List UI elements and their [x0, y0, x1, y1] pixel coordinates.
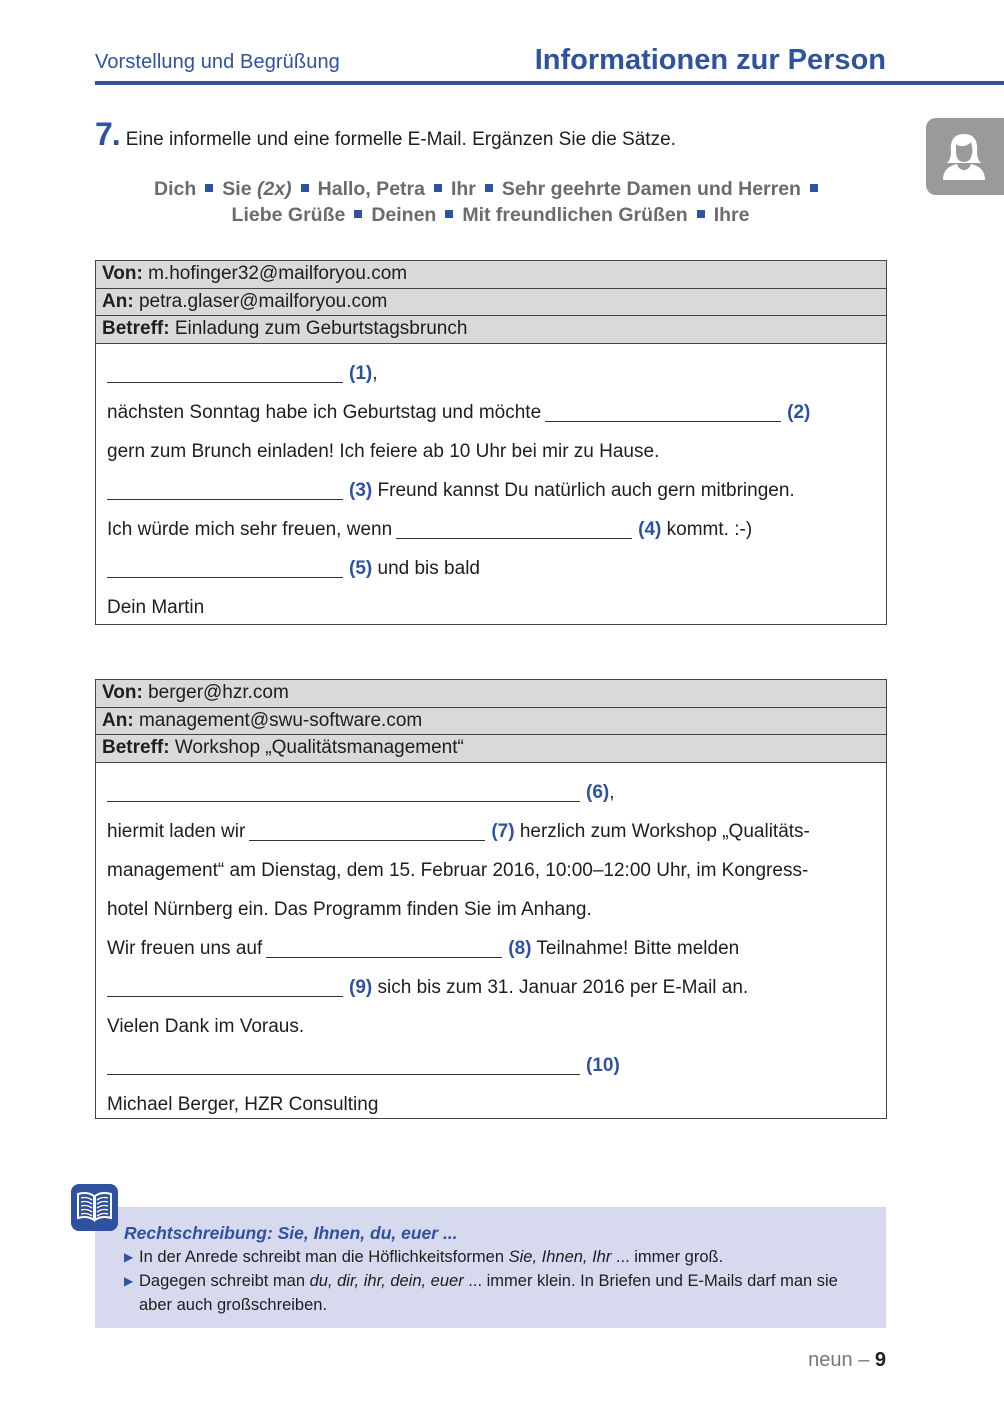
email-to: management@swu-software.com [138, 709, 423, 731]
task-number: 7. [95, 116, 120, 152]
info-box [95, 1207, 886, 1328]
email-from-row: Von: m.hofinger32@mailforyou.com [96, 261, 886, 289]
word-ihr: Ihr [450, 178, 476, 200]
word-hallo-petra: Hallo, Petra [317, 178, 425, 200]
email-to-row: An: petra.glaser@mailforyou.com [96, 289, 886, 317]
email-subject-row: Betreff: Einladung zum Geburtstagsbrunch [96, 316, 886, 344]
word-bank [95, 176, 886, 228]
page-number: 9 [874, 1349, 886, 1371]
page-word: neun – [808, 1349, 870, 1371]
blank-2[interactable] [545, 400, 781, 422]
gap-number: (1) [349, 362, 373, 384]
word-dich: Dich [154, 178, 197, 200]
gap-number: (5) [349, 557, 373, 579]
word-sie-note: (2x) [256, 178, 292, 200]
gap-number: (4) [638, 518, 662, 540]
email-body: (6), hiermit laden wir (7) herzlich zum Workshop „Qualitäts- management“ am Dienstag, dem 15. Februar 2016, 10:00–12:00 Uhr, im Kongress- hotel Nürnberg ein. Das Programm finden Sie im Anhang. Wir freuen uns auf (8) Teilnahme! Bitte melden (9) sich bis zum 31. Januar 2016 per E-Mail an. Vielen Dank im Voraus. (10) Michael Berger, HZR Consulting [107, 781, 810, 1115]
blank-5[interactable] [107, 556, 343, 578]
bullet-square-icon [810, 184, 818, 192]
email-to-row: An: management@swu-software.com [96, 708, 886, 736]
triangle-bullet-icon: ▶ [124, 1250, 134, 1264]
info-item: ▶ In der Anrede schreibt man die Höflichkeitsformen Sie, Ihnen, Ihr ... immer groß. [124, 1245, 886, 1269]
word-sie: Sie (2x) [222, 178, 292, 200]
bullet-square-icon [485, 184, 493, 192]
blank-1[interactable] [107, 361, 343, 383]
person-icon [938, 130, 990, 182]
book-icon-badge [71, 1184, 118, 1231]
email-subject-row: Betreff: Workshop „Qualitätsmanagement“ [96, 735, 886, 763]
gap-number: (6) [586, 781, 610, 803]
task-instruction: Eine informelle und eine formelle E-Mail. Ergänzen Sie die Sätze. [125, 129, 676, 150]
bullet-square-icon [301, 184, 309, 192]
section-title: Vorstellung und Begrüßung [95, 51, 340, 73]
bullet-square-icon [354, 210, 362, 218]
info-title: Rechtschreibung: Sie, Ihnen, du, euer ... [124, 1223, 458, 1243]
blank-4[interactable] [396, 517, 632, 539]
email-subject: Workshop „Qualitätsmanagement“ [174, 737, 464, 758]
bullet-square-icon [697, 210, 705, 218]
blank-3[interactable] [107, 478, 343, 500]
formal-email [95, 679, 887, 1119]
gap-number: (2) [787, 401, 811, 423]
gap-number: (9) [349, 976, 373, 998]
blank-6[interactable] [107, 780, 580, 802]
signature: Michael Berger, HZR Consulting [107, 1093, 379, 1115]
blank-9[interactable] [107, 975, 343, 997]
book-icon [76, 1191, 113, 1223]
email-body: (1), nächsten Sonntag habe ich Geburtstag und möchte (2) gern zum Brunch einladen! Ich feiere ab 10 Uhr bei mir zu Hause. (3) Freund kannst Du natürlich auch gern mitbringen. Ich würde mich sehr freuen, wenn (4) kommt. :-) (5) und bis bald Dein Martin [107, 362, 811, 618]
page-footer [808, 1349, 886, 1372]
chapter-tab [926, 118, 1004, 195]
word-sehr-geehrte: Sehr geehrte Damen und Herren [501, 178, 801, 200]
gap-number: (10) [586, 1054, 620, 1076]
word-mit-freundlichen: Mit freundlichen Grüßen [462, 204, 688, 226]
email-from: m.hofinger32@mailforyou.com [148, 263, 408, 284]
bullet-square-icon [434, 184, 442, 192]
info-item: ▶ Dagegen schreibt man du, dir, ihr, dein, euer ... immer klein. In Briefen und E-Mails darf man sie aber auch großschreiben. [124, 1269, 886, 1317]
blank-10[interactable] [107, 1053, 580, 1075]
word-deinen: Deinen [371, 204, 437, 226]
email-from-row: Von: berger@hzr.com [96, 680, 886, 708]
blank-7[interactable] [249, 819, 485, 841]
signature: Dein Martin [107, 596, 205, 618]
informal-email [95, 260, 887, 625]
task-heading [95, 116, 676, 153]
email-to: petra.glaser@mailforyou.com [138, 290, 388, 312]
triangle-bullet-icon: ▶ [124, 1274, 134, 1288]
header-divider [95, 81, 1004, 85]
page-title: Informationen zur Person [534, 44, 886, 76]
bullet-square-icon [445, 210, 453, 218]
word-liebe-gruesse: Liebe Grüße [231, 204, 346, 226]
gap-number: (8) [508, 937, 532, 959]
email-subject: Einladung zum Geburtstagsbrunch [174, 318, 468, 339]
email-from: berger@hzr.com [148, 682, 289, 703]
word-ihre: Ihre [713, 204, 750, 226]
bullet-square-icon [205, 184, 213, 192]
gap-number: (3) [349, 479, 373, 501]
gap-number: (7) [491, 820, 515, 842]
blank-8[interactable] [266, 936, 502, 958]
